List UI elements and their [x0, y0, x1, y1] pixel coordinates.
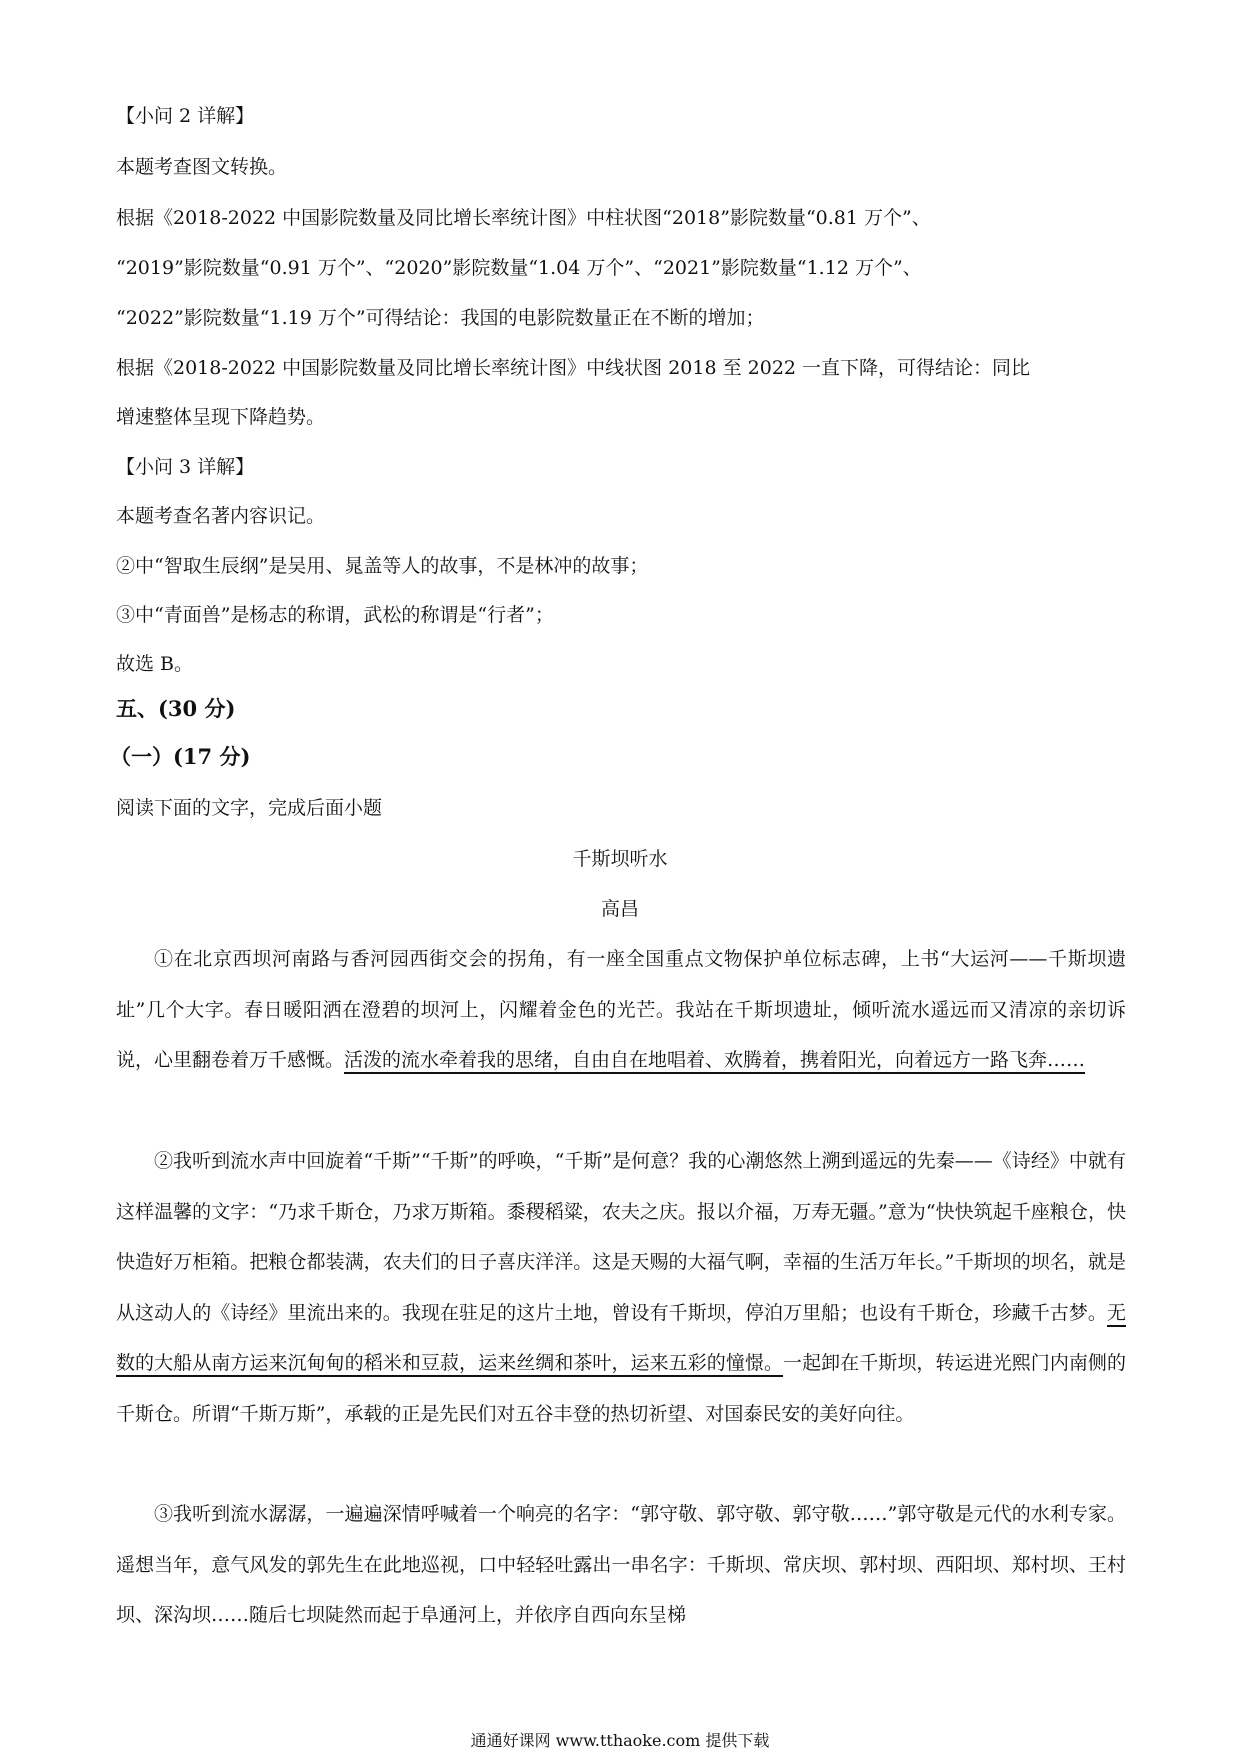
- underlined-sentence: 无数的大船从南方运来沉甸甸的稻米和豆菽，运来丝绸和茶叶，运来五彩的憧憬。: [116, 1301, 1126, 1374]
- paragraph-text: ①在北京西坝河南路与香河园西街交会的拐角，有一座全国重点文物保护单位标志碑，上书“大运河——千斯坝遗址”几个大字。春日暖阳洒在澄碧的坝河上，闪耀着金色的光芒。我站在千斯坝遗址，倾听流水遥远而又清凉的亲切诉说，心里翻卷着万千感慨。: [116, 948, 1126, 1071]
- section-subtitle: （一）(17 分): [110, 744, 251, 769]
- article-paragraph-1: [116, 934, 1126, 1086]
- page-footer: 通通好课网 www.tthaoke.com 提供下载: [470, 1731, 770, 1750]
- answer-line: “2019”影院数量“0.91 万个”、“2020”影院数量“1.04 万个”、“2021”影院数量“1.12 万个”、: [116, 257, 922, 279]
- reading-instruction: 阅读下面的文字，完成后面小题: [116, 797, 383, 819]
- answer-line: 增速整体呈现下降趋势。: [116, 406, 326, 428]
- paragraph-text: ③我听到流水潺潺，一遍遍深情呼喊着一个响亮的名字：“郭守敬、郭守敬、郭守敬……”郭守敬是元代的水利专家。遥想当年，意气风发的郭先生在此地巡视，口中轻轻吐露出一串名字：千斯坝、常庆坝、郭村坝、西阳坝、郑村坝、王村坝、深沟坝……随后七坝陡然而起于阜通河上，并依序自西向东呈梯: [116, 1503, 1126, 1626]
- article-title: 千斯坝听水: [572, 848, 668, 870]
- article-paragraph-3: [116, 1489, 1126, 1641]
- q2-heading: 【小问 2 详解】: [116, 105, 255, 127]
- article-author: 高昌: [600, 898, 639, 920]
- answer-line: ②中“智取生辰纲”是吴用、晁盖等人的故事，不是林冲的故事；: [116, 555, 649, 577]
- answer-line: 本题考查名著内容识记。: [116, 505, 326, 527]
- underlined-sentence: 活泼的流水牵着我的思绪，自由自在地唱着、欢腾着，携着阳光，向着远方一路飞奔……: [344, 1049, 1086, 1071]
- answer-line: 故选 B。: [116, 653, 194, 675]
- answer-line: 根据《2018-2022 中国影院数量及同比增长率统计图》中柱状图“2018”影院数量“0.81 万个”、: [116, 207, 931, 229]
- section-title: 五、(30 分): [116, 696, 236, 721]
- q3-heading: 【小问 3 详解】: [116, 456, 255, 478]
- paragraph-text: ②我听到流水声中回旋着“千斯”“千斯”的呼唤，“千斯”是何意？我的心潮悠然上溯到遥远的先秦——《诗经》中就有这样温馨的文字：“乃求千斯仓，乃求万斯箱。黍稷稻粱，农夫之庆。报以介福，万寿无疆。”意为“快快筑起千座粮仓，快快造好万柜箱。把粮仓都装满，农夫们的日子喜庆洋洋。这是天赐的大福气啊，幸福的生活万年长。”千斯坝的坝名，就是从这动人的《诗经》里流出来的。我现在驻足的这片土地，曾设有千斯坝，停泊万里船；也设有千斯仓，珍藏千古梦。: [116, 1150, 1126, 1324]
- answer-line: “2022”影院数量“1.19 万个”可得结论：我国的电影院数量正在不断的增加；: [116, 307, 765, 329]
- answer-line: 根据《2018-2022 中国影院数量及同比增长率统计图》中线状图 2018 至 2022 一直下降，可得结论：同比: [116, 357, 1031, 379]
- article-paragraph-2: [116, 1136, 1126, 1439]
- answer-line: ③中“青面兽”是杨志的称谓，武松的称谓是“行者”；: [116, 604, 554, 626]
- paragraph-text: 一起卸在千斯坝，转运进光熙门内南侧的千斯仓。所谓“千斯万斯”，承载的正是先民们对五谷丰登的热切祈望、对国泰民安的美好向往。: [116, 1352, 1126, 1425]
- answer-line: 本题考查图文转换。: [116, 156, 288, 178]
